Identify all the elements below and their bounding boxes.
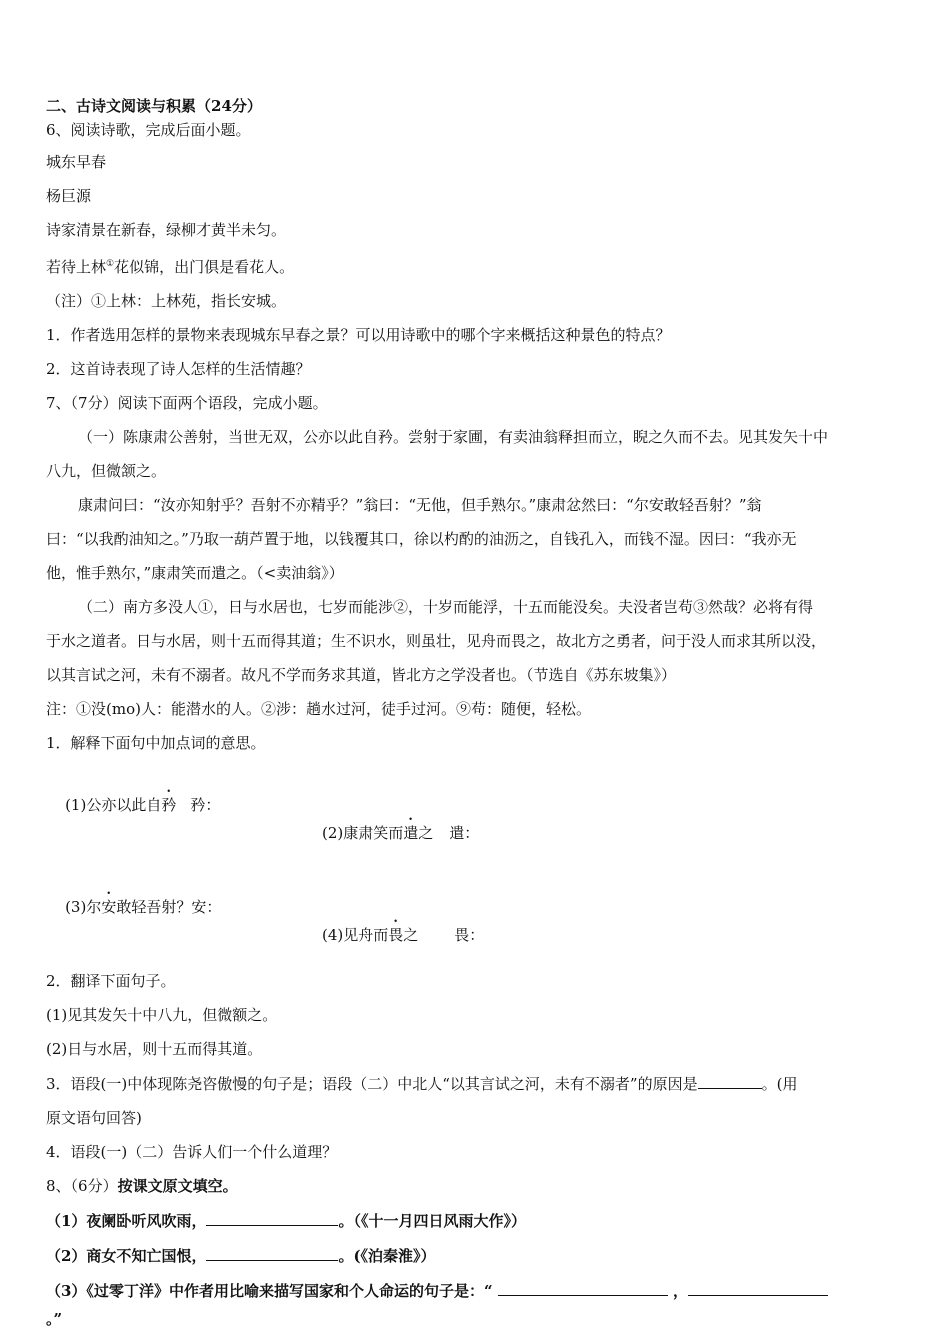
- passage-2-line-1: 康肃问曰：“汝亦知射乎？吾射不亦精乎？”翁曰：“无他，但手熟尔。”康肃忿然曰：“尔安敢轻吾射？”翁: [78, 496, 762, 514]
- item-1-dotted-word: 矜: [161, 796, 177, 814]
- footnote-mark: ①: [106, 259, 115, 269]
- q7-sub2: 2．翻译下面句子。: [46, 972, 176, 990]
- q7-sub4: 4．语段(一)（二）告诉人们一个什么道理？: [46, 1143, 338, 1161]
- passage-2-line-3: 他，惟手熟尔，”康肃笑而遣之。（<卖油翁》）: [46, 564, 344, 582]
- fill-1-source: 。（《十一月四日风雨大作》）: [338, 1212, 526, 1230]
- fill-2: [46, 1245, 908, 1266]
- section-title: 二、古诗文阅读与积累（24分）: [46, 97, 262, 115]
- q7-sub3-text-end: 。(用: [761, 1075, 798, 1093]
- q6-sub1: 1．作者选用怎样的景物来表现城东早春之景？可以用诗歌中的哪个字来概括这种景色的特点？: [46, 326, 671, 344]
- item-4-dotted-word: 畏: [388, 926, 404, 944]
- q8-intro-score: 8、（6分）: [46, 1177, 118, 1195]
- item-4-text: (4)见舟而: [322, 926, 389, 944]
- fill-3-text: （3）《过零丁洋》中作者用比喻来描写国家和个人命运的句子是：“: [46, 1282, 498, 1300]
- answer-blank[interactable]: [698, 1073, 762, 1089]
- q8-intro-instruction: 按课文原文填空。: [117, 1177, 238, 1195]
- q7-note: 注：①没(mo)人：能潜水的人。②涉：趟水过河，徒手过河。⑨苟：随便，轻松。: [46, 700, 591, 718]
- fill-3-blank-a[interactable]: [498, 1280, 668, 1296]
- item-2-text-end: 之: [418, 824, 434, 842]
- passage-2-line-2: 曰：“以我酌油知之。”乃取一葫芦置于地，以钱覆其口，徐以杓酌的油沥之，自钱孔入，而钱不湿。因曰：“我亦无: [46, 530, 797, 548]
- item-1-text: (1)公亦以此自: [65, 796, 162, 814]
- q6-sub2: 2．这首诗表现了诗人怎样的生活情趣？: [46, 360, 311, 378]
- item-1: [65, 796, 220, 814]
- fill-3-line-1: [46, 1280, 908, 1301]
- item-3: [65, 898, 221, 916]
- poem-title: 城东早春: [46, 153, 107, 171]
- poem-author: 杨巨源: [46, 187, 92, 205]
- passage-3-line-3: 以其言试之河，未有不溺者。故凡不学而务求其道，皆北方之学没者也。（节选自《苏东坡集》）: [46, 666, 677, 684]
- fill-1-blank[interactable]: [206, 1210, 338, 1226]
- fill-2-blank[interactable]: [206, 1245, 338, 1261]
- q7-sub1: 1．解释下面句中加点词的意思。: [46, 734, 266, 752]
- poem-line-1: 诗家清景在新春，绿柳才黄半未匀。: [46, 221, 287, 239]
- item-2-dotted-word: 遣: [403, 824, 419, 842]
- item-2-answer-label: 遣：: [449, 824, 480, 842]
- item-1-answer-label: 矜：: [190, 796, 221, 814]
- passage-1-line-2: 八九，但微颔之。: [46, 462, 167, 480]
- q8-intro: [46, 1176, 908, 1196]
- fill-1: [46, 1210, 908, 1231]
- item-4: [322, 917, 484, 945]
- item-4-answer-label: 畏：: [454, 926, 485, 944]
- fill-2-text: （2）商女不知亡国恨，: [46, 1247, 207, 1265]
- poem-note: （注）①上林：上林苑，指长安城。: [46, 292, 287, 310]
- poem-line-2-part-b: 花似锦，出门俱是看花人。: [114, 258, 295, 276]
- item-4-text-end: 之: [403, 926, 419, 944]
- poem-line-2: [46, 254, 908, 277]
- item-3-text: (3)尔: [65, 898, 102, 916]
- item-2-text: (2)康肃笑而: [322, 824, 404, 842]
- document-page: [46, 96, 908, 1329]
- item-3-dotted-word: 安: [101, 898, 117, 916]
- passage-3-line-1: （二）南方多没人①，日与水居也，七岁而能涉②，十岁而能浮，十五而能没矣。夫没者岂苟③然哉？必将有得: [78, 598, 814, 616]
- item-3-text-end: 敢轻吾射？安：: [116, 898, 222, 916]
- passage-1-line-1: （一）陈康肃公善射，当世无双，公亦以此自矜。尝射于家圃，有卖油翁释担而立，睨之久而不去。见其发矢十中: [78, 428, 829, 446]
- translate-1: (1)见其发矢十中八九，但微额之。: [46, 1006, 278, 1024]
- fill-3-line-2: 。”: [46, 1310, 63, 1328]
- q7-intro: 7、（7分）阅读下面两个语段，完成小题。: [46, 394, 328, 412]
- q7-sub3-text: 3．语段(一)中体现陈尧咨傲慢的句子是；语段（二）中北人“以其言试之河，未有不溺者”的原因是: [46, 1075, 698, 1093]
- item-2: [322, 815, 479, 843]
- translate-2: (2)日与水居，则十五而得其道。: [46, 1040, 263, 1058]
- fill-1-text: （1）夜阑卧听风吹雨，: [46, 1212, 207, 1230]
- q7-sub3-line-1: [46, 1073, 908, 1094]
- q7-sub1-row-2: [46, 869, 908, 957]
- fill-3-blank-b[interactable]: [688, 1280, 828, 1296]
- poem-line-2-part-a: 若待上林: [46, 258, 107, 276]
- q7-sub1-row-1: [46, 767, 908, 855]
- q6-intro: 6、阅读诗歌，完成后面小题。: [46, 121, 251, 139]
- fill-2-source: 。(《泊秦淮》）: [338, 1247, 436, 1265]
- fill-3-comma: ，: [667, 1282, 689, 1300]
- passage-3-line-2: 于水之道者。日与水居，则十五而得其道；生不识水，则虽壮，见舟而畏之，故北方之勇者，问于没人而求其所以没，: [46, 632, 827, 650]
- q7-sub3-line-2: 原文语句回答): [46, 1109, 142, 1127]
